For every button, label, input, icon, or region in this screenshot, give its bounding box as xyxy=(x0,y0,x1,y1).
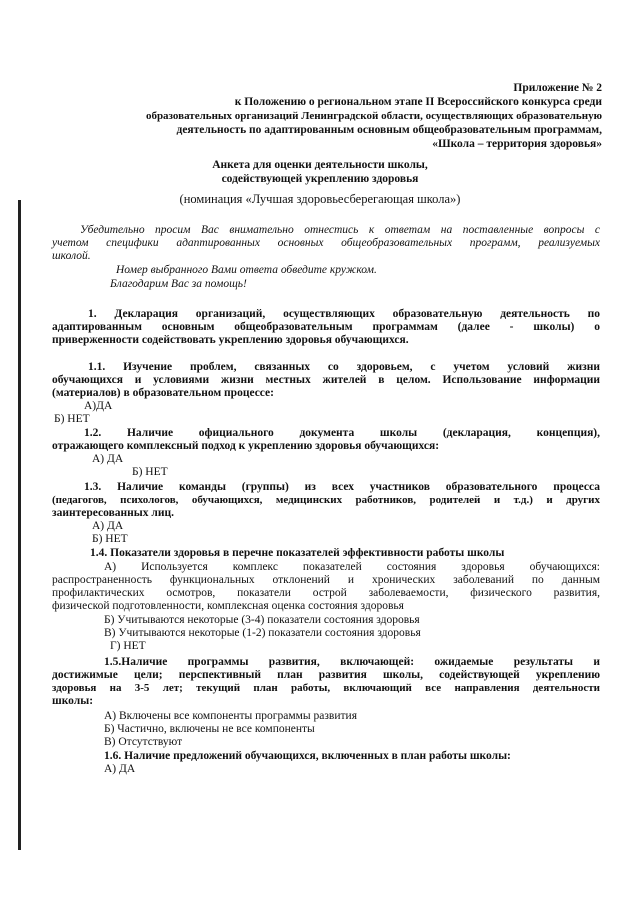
answer-option-text: распространенность функциональных отклонений и хронических заболеваний по данным xyxy=(52,574,600,586)
header-line: к Положению о региональном этапе II Всероссийского конкурса среди xyxy=(234,96,602,108)
nomination: (номинация «Лучшая здоровьесберегающая школа») xyxy=(179,192,461,206)
answer-option-text: профилактических осмотров, показатели острой заболеваемости, физического развития, xyxy=(52,587,600,599)
question-1-3: (педагогов, психологов, обучающихся, медицинских работников, родителей и т.д.) и других xyxy=(52,494,600,506)
answer-option[interactable]: В) Учитываются некоторые (1-2) показатели состояния здоровья xyxy=(104,627,421,639)
question-1-5: школы: xyxy=(52,695,94,707)
section-heading: приверженности содействовать укреплению здоровья обучающихся. xyxy=(52,334,409,346)
header-line: «Школа – территория здоровья» xyxy=(432,138,602,150)
form-title: Анкета для оценки деятельности школы, xyxy=(212,159,428,171)
question-1-1: 1.1. Изучение проблем, связанных со здоровьем, с учетом условий жизни xyxy=(88,361,600,373)
section-heading: 1. Декларация организаций, осуществляющих образовательную деятельность по xyxy=(88,308,600,320)
answer-option[interactable]: А)ДА xyxy=(84,400,113,412)
question-1-5: 1.5.Наличие программы развития, включающей: ожидаемые результаты и xyxy=(104,656,600,668)
intro-text: учетом специфики адаптированных основных общеобразовательных программ, реализуемых xyxy=(52,237,600,249)
form-subtitle: содействующей укреплению здоровья xyxy=(221,173,419,185)
answer-option[interactable]: А) Используется комплекс показателей состояния здоровья обучающихся: xyxy=(104,561,600,573)
question-1-3: заинтересованных лиц. xyxy=(52,507,174,519)
question-1-3: 1.3. Наличие команды (группы) из всех участников образовательного процесса xyxy=(84,481,600,493)
answer-option[interactable]: А) ДА xyxy=(104,763,136,775)
intro-text: Убедительно просим Вас внимательно отнестись к ответам на поставленные вопросы с xyxy=(80,224,600,236)
header-line: деятельность по адаптированным основным общеобразовательным программам, xyxy=(176,124,602,136)
intro-instruction: Номер выбранного Вами ответа обведите кружком. xyxy=(116,264,377,276)
answer-option[interactable]: В) Отсутствуют xyxy=(104,736,183,748)
question-1-5: достижимые цели; перспективный план развития школы, содействующей укреплению xyxy=(52,669,600,681)
answer-option[interactable]: Б) НЕТ xyxy=(54,413,90,425)
answer-option[interactable]: А) ДА xyxy=(92,453,124,465)
appendix-label: Приложение № 2 xyxy=(513,82,602,94)
answer-option[interactable]: Б) НЕТ xyxy=(92,533,128,545)
question-1-4: 1.4. Показатели здоровья в перечне показателей эффективности работы школы xyxy=(90,547,505,559)
intro-text: школой. xyxy=(52,250,91,262)
answer-option[interactable]: Б) Частично, включены не все компоненты xyxy=(104,723,315,735)
question-1-6: 1.6. Наличие предложений обучающихся, включенных в план работы школы: xyxy=(104,750,511,762)
answer-option[interactable]: А) Включены все компоненты программы развития xyxy=(104,710,357,722)
answer-option[interactable]: Б) Учитываются некоторые (3-4) показатели состояния здоровья xyxy=(104,614,420,626)
question-1-5: здоровья на 3-5 лет; текущий план работы, включающий все направления деятельности xyxy=(52,682,600,694)
answer-option[interactable]: Б) НЕТ xyxy=(132,466,168,478)
header-line: образовательных организаций Ленинградской области, осуществляющих образовательную xyxy=(145,110,602,122)
question-1-1: (материалов) в образовательном процессе: xyxy=(52,387,274,399)
section-heading: адаптированным основным общеобразовательным программам (далее - школы) о xyxy=(52,321,600,333)
answer-option[interactable]: А) ДА xyxy=(92,520,124,532)
intro-thanks: Благодарим Вас за помощь! xyxy=(110,278,247,290)
question-1-2: 1.2. Наличие официального документа школы (декларация, концепция), xyxy=(84,427,600,439)
answer-option[interactable]: Г) НЕТ xyxy=(110,640,146,652)
question-1-1: обучающихся и условиями жизни местных жителей в целом. Использование информации xyxy=(52,374,600,386)
question-1-2: отражающего комплексный подход к укреплению здоровья обучающихся: xyxy=(52,440,440,452)
left-margin-bar xyxy=(18,200,21,850)
answer-option-text: физической подготовленности, комплексная оценка состояния здоровья xyxy=(52,600,404,612)
